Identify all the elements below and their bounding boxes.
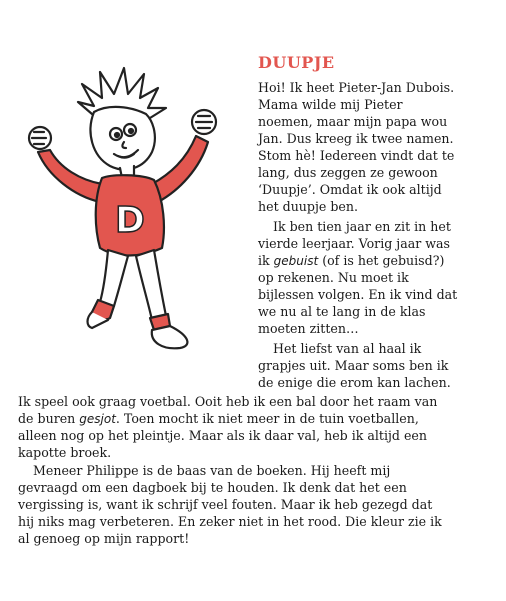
text-line: Mama wilde mij Pieter [258,97,403,112]
text-line: op rekenen. Nu moet ik [258,270,409,285]
text-line: bijlessen volgen. En ik vind dat [258,287,458,302]
text-line: gevraagd om een dagboek bij te houden. Ik denk dat het een [18,480,407,495]
text-line: de buren gesjot. Toen mocht ik niet meer in de tuin voetballen, [18,411,419,426]
text-line: kapotte broek. [18,445,112,460]
sweater-letter: D [115,200,145,241]
text-line: noemen, maar mijn papa wou [258,114,448,129]
text-line: moeten zitten… [258,321,359,336]
duupje-illustration [20,50,245,365]
text-line: ik gebuist (of is het gebuisd?) [258,253,445,268]
text-line: Het liefst van al haal ik [273,341,422,356]
text-line: Ik ben tien jaar en zit in het [273,219,451,234]
text-line: grapjes uit. Maar soms ben ik [258,358,449,373]
text-line: we nu al te lang in de klas [258,304,426,319]
handwritten-word: gesjot [79,412,116,426]
text-line: Jan. Dus kreeg ik twee namen. [258,131,454,146]
text-line: Hoi! Ik heet Pieter-Jan Dubois. [258,80,455,95]
text-line: Meneer Philippe is de baas van de boeken. Hij heeft mij [33,463,391,478]
page-title: DUUPJE [258,53,335,72]
text-line: Stom hè! Iedereen vindt dat te [258,148,455,163]
text-line: de enige die erom kan lachen. [258,375,451,390]
text-line: alleen nog op het pleintje. Maar als ik daar val, heb ik altijd een [18,428,427,443]
text-line: ‘Duupje’. Omdat ik ook altijd [258,182,442,197]
text-line: al genoeg op mijn rapport! [18,531,190,546]
text-line: Ik speel ook graag voetbal. Ooit heb ik een bal door het raam van [18,394,438,409]
text-line: het duupje ben. [258,199,358,214]
handwritten-word: gebuist [273,254,319,268]
text-line: vergissing is, want ik schrijf veel fouten. Maar ik heb gezegd dat [18,497,433,512]
text-line: hij niks mag verbeteren. En zeker niet in het rood. Die kleur zie ik [18,514,442,529]
text-line: vierde leerjaar. Vorig jaar was [258,236,450,251]
text-line: lang, dus zeggen ze gewoon [258,165,438,180]
